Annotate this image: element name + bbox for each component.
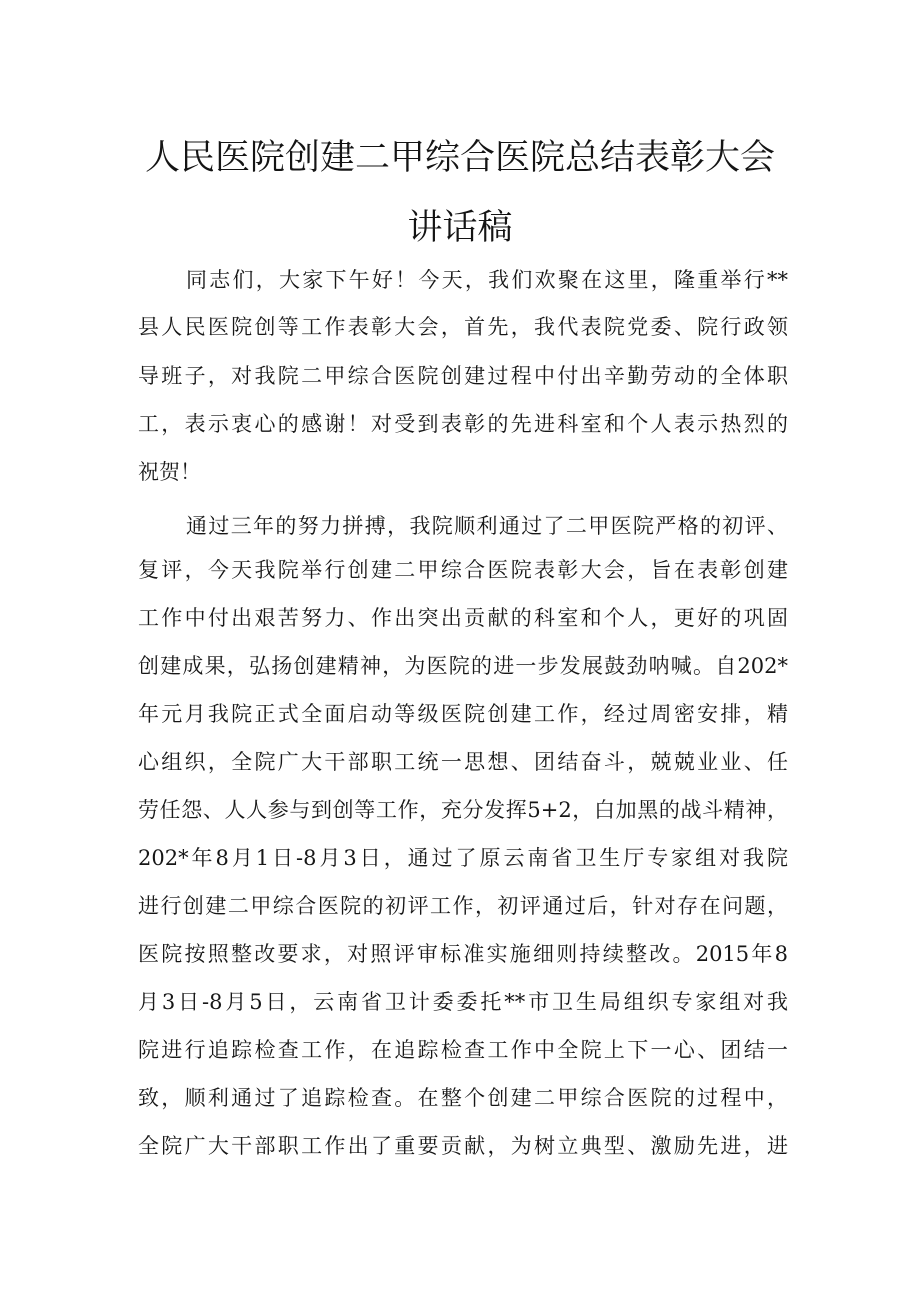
text-line: 复评，今天我院举行创建二甲综合医院表彰大会，旨在表彰创建 bbox=[138, 558, 788, 582]
text-line: 月3日-8月5日，云南省卫计委委托**市卫生局组织专家组对我 bbox=[138, 990, 788, 1014]
text-line: 202*年8月1日-8月3日，通过了原云南省卫生厅专家组对我院 bbox=[138, 846, 788, 870]
text-line: 致，顺利通过了追踪检查。在整个创建二甲综合医院的过程中， bbox=[138, 1086, 788, 1110]
document-title-line-2: 讲话稿 bbox=[407, 208, 513, 248]
document-title-line-1: 人民医院创建二甲综合医院总结表彰大会 bbox=[144, 138, 775, 178]
text-line: 祝贺！ bbox=[138, 460, 201, 484]
text-line: 通过三年的努力拼搏，我院顺利通过了二甲医院严格的初评、 bbox=[186, 514, 788, 538]
text-line: 医院按照整改要求，对照评审标准实施细则持续整改。2015年8 bbox=[138, 942, 788, 966]
text-line: 年元月我院正式全面启动等级医院创建工作，经过周密安排，精 bbox=[138, 702, 788, 726]
text-line: 创建成果，弘扬创建精神，为医院的进一步发展鼓劲呐喊。自202* bbox=[138, 654, 788, 678]
text-line: 心组织，全院广大干部职工统一思想、团结奋斗，兢兢业业、任 bbox=[138, 750, 788, 774]
text-line: 进行创建二甲综合医院的初评工作，初评通过后，针对存在问题， bbox=[138, 894, 788, 918]
text-line: 导班子，对我院二甲综合医院创建过程中付出辛勤劳动的全体职 bbox=[138, 364, 788, 388]
text-line: 工作中付出艰苦努力、作出突出贡献的科室和个人，更好的巩固 bbox=[138, 606, 788, 630]
text-line: 工，表示衷心的感谢！对受到表彰的先进科室和个人表示热烈的 bbox=[138, 412, 788, 436]
text-line: 县人民医院创等工作表彰大会，首先，我代表院党委、院行政领 bbox=[138, 315, 788, 339]
text-line: 全院广大干部职工作出了重要贡献，为树立典型、激励先进，进 bbox=[138, 1134, 788, 1158]
text-line: 劳任怨、人人参与到创等工作，充分发挥5+2，白加黑的战斗精神， bbox=[138, 798, 788, 822]
text-line: 院进行追踪检查工作，在追踪检查工作中全院上下一心、团结一 bbox=[138, 1038, 788, 1062]
text-line: 同志们，大家下午好！今天，我们欢聚在这里，隆重举行** bbox=[186, 268, 788, 292]
